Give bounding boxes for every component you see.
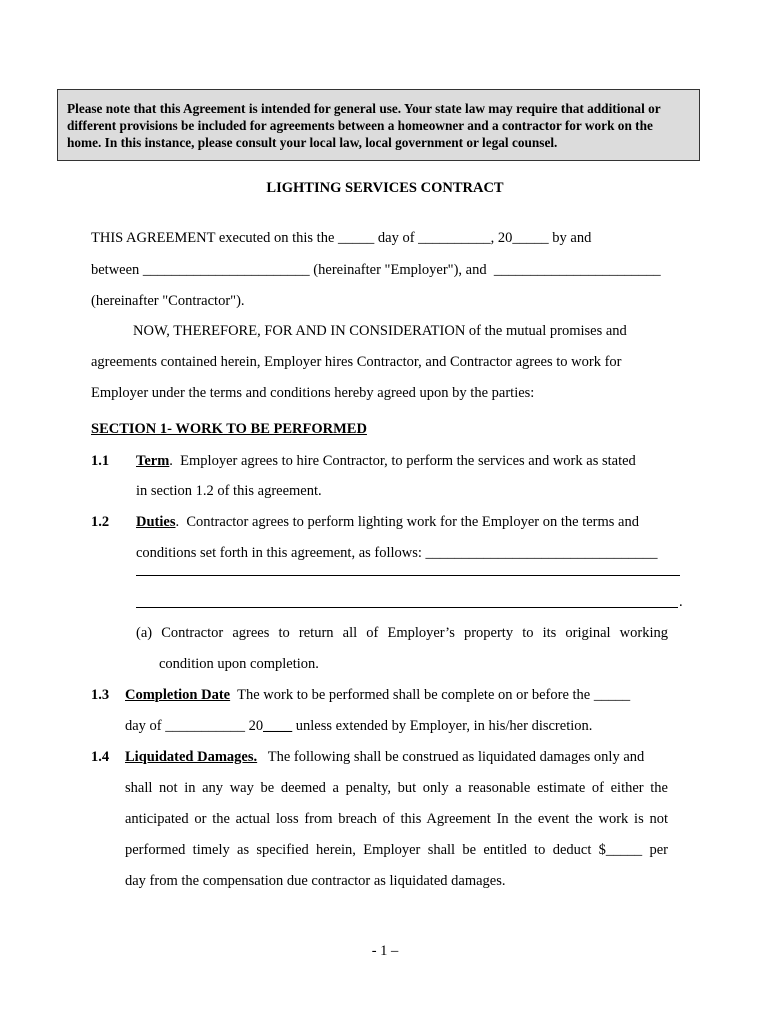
year-blank: ____ xyxy=(263,718,293,734)
clause-1-1-line-1: Term. Employer agrees to hire Contractor, to perform the services and work as stated xyxy=(136,453,636,469)
duties-blank-line-2 xyxy=(136,607,678,608)
clause-1-4-term: Liquidated Damages. xyxy=(125,749,258,765)
clause-1-1-line-2: in section 1.2 of this agreement. xyxy=(136,483,322,499)
page-number: - 1 – xyxy=(371,943,399,959)
clause-1-4-line-1: Liquidated Damages. The following shall be construed as liquidated damages only and xyxy=(125,749,645,765)
intro-line-4: NOW, THEREFORE, FOR AND IN CONSIDERATION of the mutual promises and xyxy=(133,323,627,339)
clause-1-2-a-line-1: (a) Contractor agrees to return all of Employer’s property to its original working xyxy=(136,625,668,641)
intro-line-1: THIS AGREEMENT executed on this the _____ day of __________, 20_____ by and xyxy=(91,230,592,246)
clause-1-4-line-4: performed timely as specified herein, Employer shall be entitled to deduct $_____ per xyxy=(125,842,668,858)
clause-1-3-term: Completion Date xyxy=(125,687,231,703)
clause-1-2-line-2: conditions set forth in this agreement, as follows: ________________________________ xyxy=(136,545,658,561)
duties-blank-line-1 xyxy=(136,575,680,576)
section-1-heading: SECTION 1- WORK TO BE PERFORMED xyxy=(91,421,367,437)
clause-1-2-line-1: Duties. Contractor agrees to perform lighting work for the Employer on the terms and xyxy=(136,514,639,530)
intro-line-2: between _______________________ (hereinafter "Employer"), and _______________________ xyxy=(91,262,661,278)
clause-1-2-number: 1.2 xyxy=(91,514,110,530)
clause-1-4-line-5: day from the compensation due contractor as liquidated damages. xyxy=(125,873,506,889)
clause-1-3-line-1: Completion Date The work to be performed shall be complete on or before the _____ xyxy=(125,687,631,703)
intro-line-5: agreements contained herein, Employer hires Contractor, and Contractor agrees to work for xyxy=(91,354,622,370)
intro-line-6: Employer under the terms and conditions hereby agreed upon by the parties: xyxy=(91,385,535,401)
clause-1-4-line-3: anticipated or the actual loss from breach of this Agreement In the event the work is not xyxy=(125,811,668,827)
clause-1-3-number: 1.3 xyxy=(91,687,110,703)
general-use-notice: Please note that this Agreement is intended for general use. Your state law may require that additional or different provisions be included for agreements between a homeowner and a contractor for work on the home. In this instance, please consult your local law, local government or legal counsel. xyxy=(57,89,700,161)
clause-1-3-line-2: day of ___________ 20____ unless extended by Employer, in his/her discretion. xyxy=(125,718,593,734)
clause-1-1-term: Term xyxy=(136,453,170,469)
clause-1-2-a-line-2: condition upon completion. xyxy=(159,656,319,672)
clause-1-2-term: Duties xyxy=(136,514,176,530)
contract-title: LIGHTING SERVICES CONTRACT xyxy=(266,180,504,196)
clause-1-4-line-2: shall not in any way be deemed a penalty, but only a reasonable estimate of either the xyxy=(125,780,668,796)
clause-1-4-number: 1.4 xyxy=(91,749,110,765)
duties-end-period: . xyxy=(679,594,683,610)
clause-1-1-number: 1.1 xyxy=(91,453,110,469)
intro-line-3: (hereinafter "Contractor"). xyxy=(91,293,245,309)
